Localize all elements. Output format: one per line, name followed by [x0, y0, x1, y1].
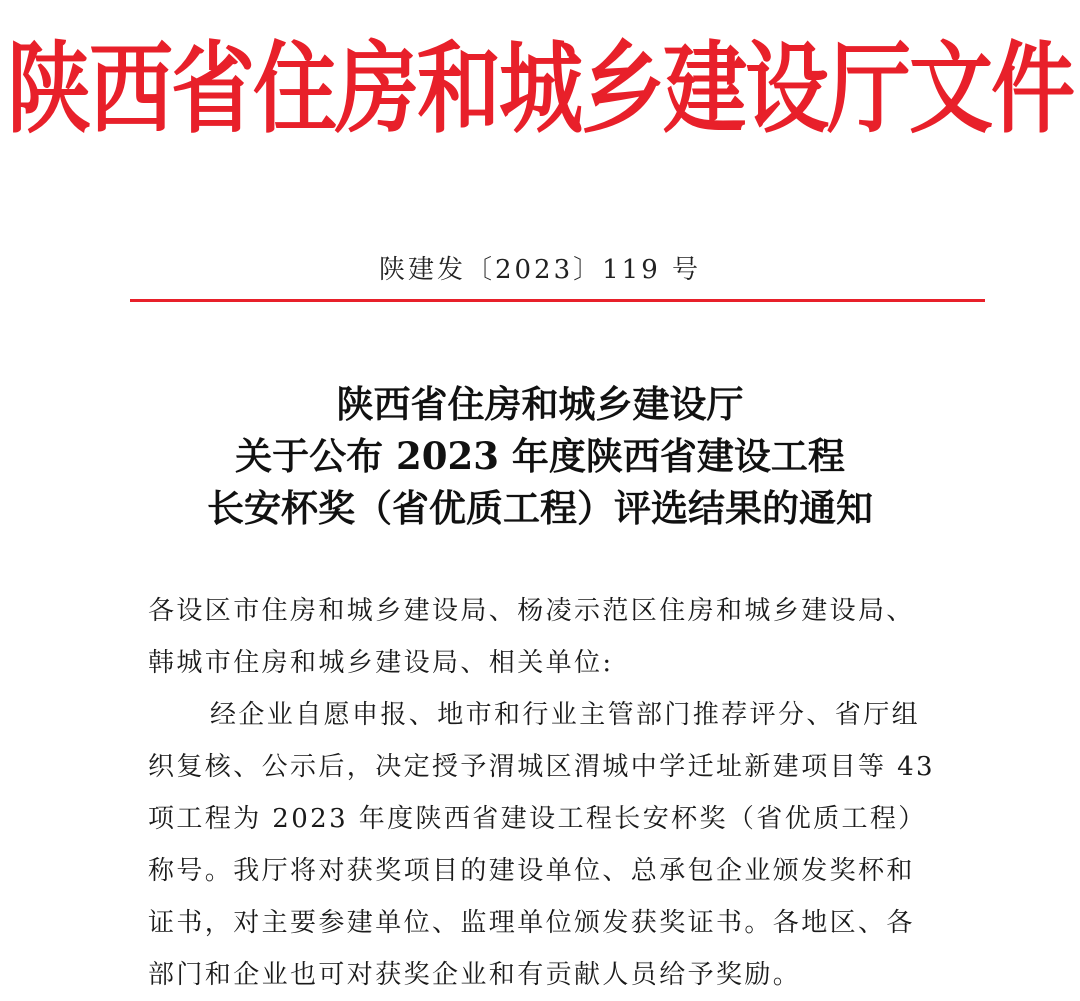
- red-divider-line: [130, 299, 985, 302]
- document-number: 陕建发〔2023〕119 号: [378, 255, 702, 285]
- paragraph-line-4: 称号。我厅将对获奖项目的建设单位、总承包企业颁发奖杯和: [148, 856, 915, 886]
- paragraph-line-2: 织复核、公示后，决定授予渭城区渭城中学迁址新建项目等 43: [148, 752, 935, 782]
- paragraph-line-3: 项工程为 2023 年度陕西省建设工程长安杯奖（省优质工程）: [148, 804, 927, 834]
- notice-body: [148, 585, 948, 1001]
- paragraph-line-6: 部门和企业也可对获奖企业和有贡献人员给予奖励。: [148, 960, 802, 990]
- notice-title: [0, 378, 1080, 534]
- recipients-line-2: 韩城市住房和城乡建设局、相关单位:: [148, 648, 614, 678]
- recipients-line-1: 各设区市住房和城乡建设局、杨凌示范区住房和城乡建设局、: [148, 596, 915, 626]
- title-line-1: 陕西省住房和城乡建设厅: [336, 382, 744, 426]
- paragraph-line-5: 证书，对主要参建单位、监理单位颁发获奖证书。各地区、各: [148, 908, 915, 938]
- paragraph-line-1: 经企业自愿申报、地市和行业主管部门推荐评分、省厅组: [210, 700, 921, 730]
- title-line-2: 关于公布 2023 年度陕西省建设工程: [235, 434, 845, 478]
- agency-masthead: 陕西省住房和城乡建设厅文件: [6, 30, 1073, 147]
- title-line-3: 长安杯奖（省优质工程）评选结果的通知: [207, 486, 873, 530]
